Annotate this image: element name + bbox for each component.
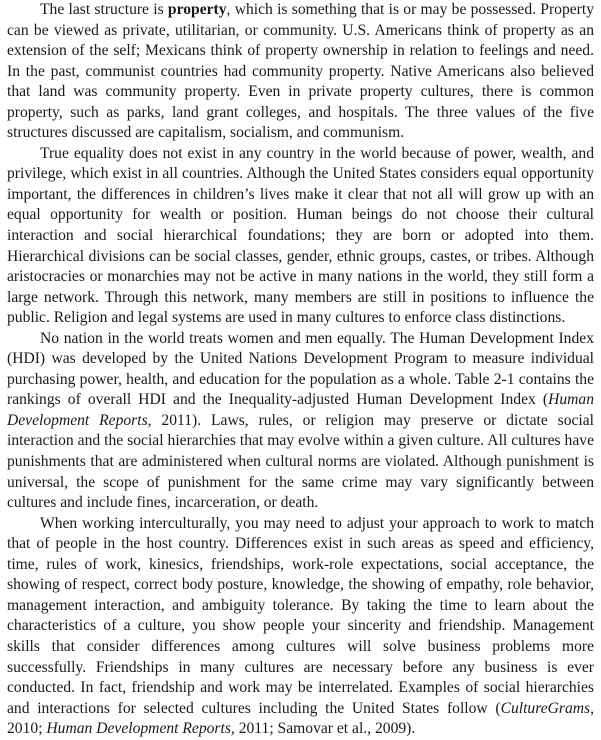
paragraph-hdi	[7, 329, 594, 514]
citation-title: Human Development Reports	[7, 391, 594, 429]
text-span: When working interculturally, you may need to adjust your approach to work to match that of people in the host country. Differences exist in such areas as speed and efficiency, time, rules of work, kinesics, friendships, work-role expectations, social acceptance, the showing of respect, correct body posture, knowledge, the showing of empathy, role behavior, management interaction, and ambiguity tolerance. By taking the time to learn about the characteristics of a culture, you show people your sincerity and friendship. Management skills that consider differences among cultures will solve business problems more successfully. Friendships in many cultures are necessary before any business is ever conducted. In fact, friendship and work may be interrelated. Examples of social hierarchies and interactions for selected cultures including the United States follow (	[7, 514, 594, 717]
text-span: , 2010;	[7, 699, 594, 738]
citation-title: Human Development Reports,	[46, 720, 235, 738]
text-span: The last structure is	[40, 1, 168, 18]
text-span: , 2011). Laws, rules, or religion may preserve or dictate social interaction and the social hierarchies that may evolve within a given culture. All cultures have punishments that are administered when cultural norms are violated. Although punishment is universal, the scope of punishment for the same crime may vary significantly between cultures and include fines, incarceration, or death.	[7, 411, 594, 512]
paragraph-intercultural	[7, 514, 594, 740]
document-page	[7, 0, 594, 740]
text-span: True equality does not exist in any country in the world because of power, wealth, and privilege, which exist in all countries. Although the United States considers equal opportunity important, the differences in children’s lives make it clear that not all will grow up with an equal opportunity for wealth or position. Human beings do not choose their cultural interaction and social hierarchical foundations; they are born or adopted into them. Hierarchical divisions can be social classes, gender, ethnic groups, castes, or tribes. Although aristocracies or monarchies may not be active in many nations in the world, they still form a large network. Through this network, many members are still in positions to influence the public. Religion and legal systems are used in many cultures to enforce class distinctions.	[7, 144, 594, 327]
paragraph-property	[7, 0, 594, 144]
text-span: 2011; Samovar et al., 2009).	[234, 720, 416, 738]
citation-title: CultureGrams	[500, 699, 591, 717]
text-span: , which is something that is or may be possessed. Property can be viewed as private, utilitarian, or community. U.S. Americans think of property as an extension of the self; Mexicans think of property ownership in relation to feelings and need. In the past, communist countries had community property. Native Americans also believed that land was community property. Even in private property cultures, there is common property, such as parks, land grant colleges, and hospitals. The three values of the five structures discussed are capitalism, socialism, and communism.	[7, 1, 595, 142]
text-span: No nation in the world treats women and men equally. The Human Development Index (HDI) was developed by the United Nations Development Program to measure individual purchasing power, health, and education for the population as a whole. Table 2-1 contains the rankings of overall HDI and the Inequality-adjusted Human Development Index (	[7, 329, 594, 409]
paragraph-equality	[7, 144, 594, 329]
bold-term-property: property	[167, 1, 227, 18]
